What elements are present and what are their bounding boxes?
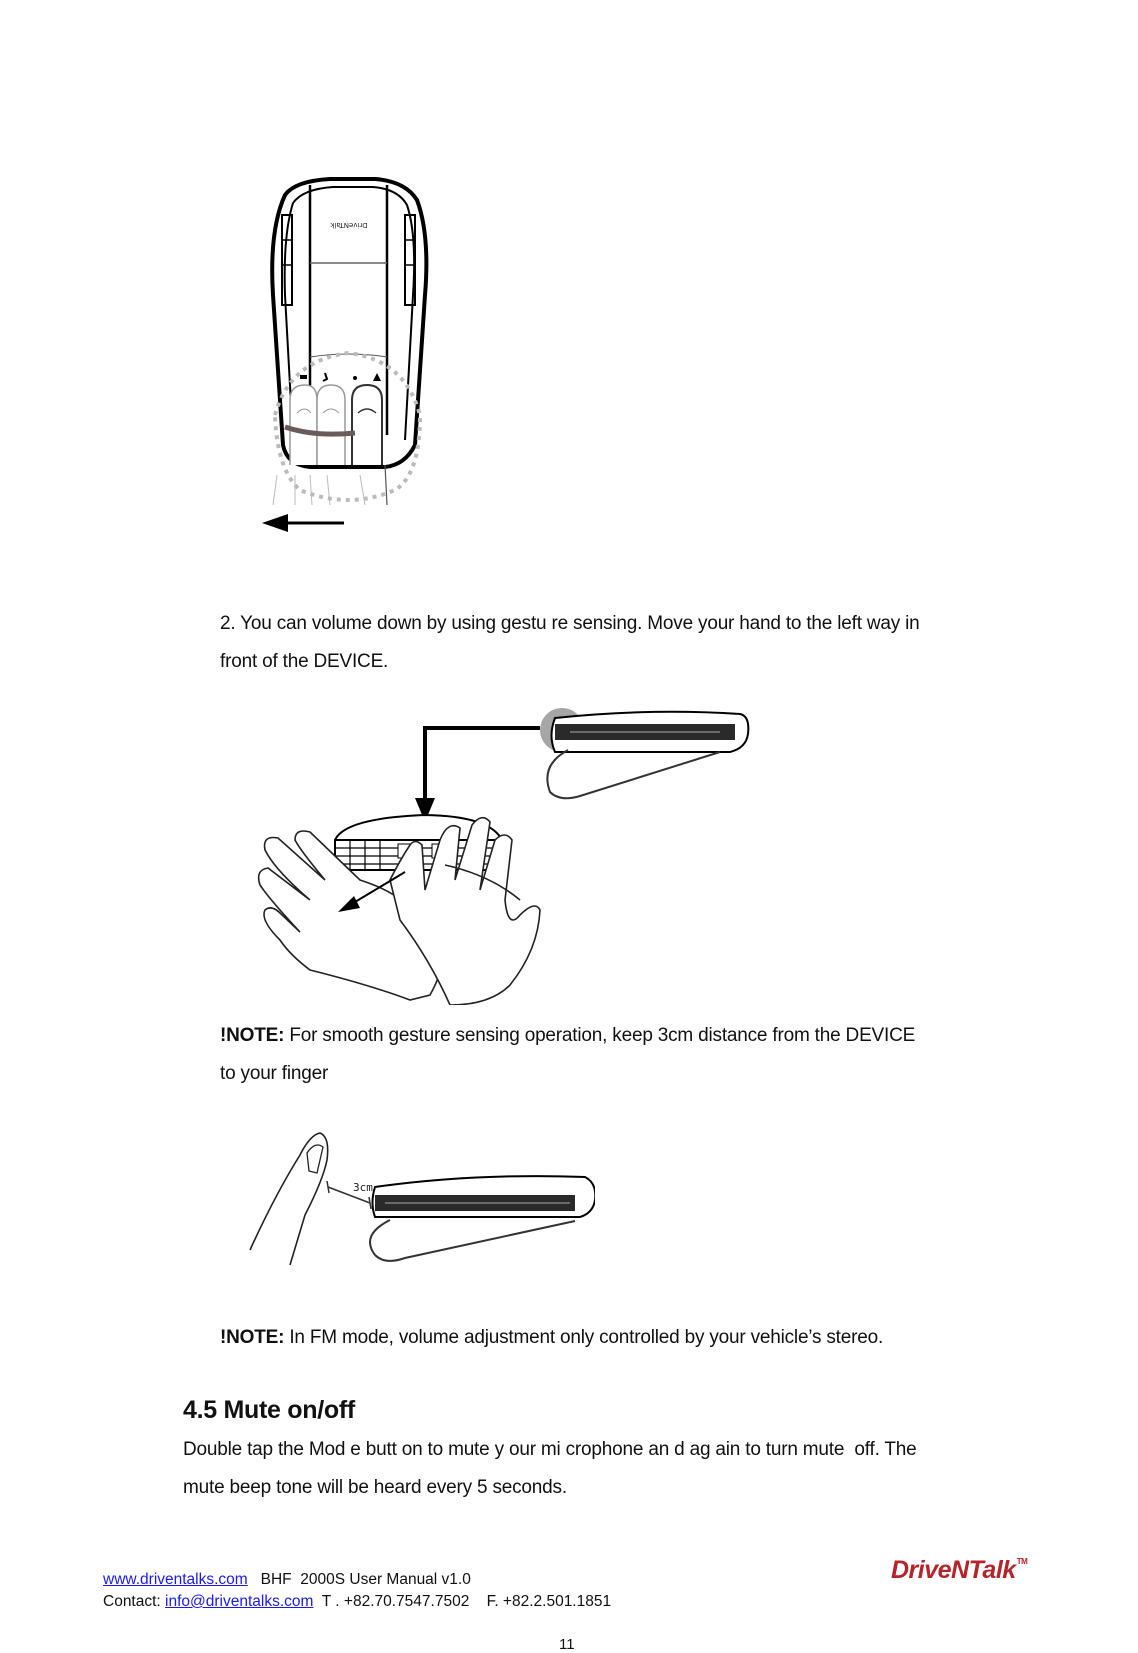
note-label: !NOTE: [220, 1025, 285, 1046]
footer [103, 1569, 863, 1613]
distance-label: 3cm [353, 1181, 373, 1194]
section-body-line1: Double tap the Mod e butt on to mute y our mi crophone an d ag ain to turn mute off. The [183, 1439, 917, 1460]
logo-text: DriveNTalk [891, 1556, 1016, 1584]
svg-text:DriveNTalk: DriveNTalk [330, 221, 368, 229]
contact-label: Contact: [103, 1593, 161, 1610]
finger-distance-illustration [245, 1125, 595, 1265]
arrow-left-icon [262, 513, 346, 533]
email-link[interactable]: info@driventalks.com [165, 1593, 314, 1610]
driventalk-logo [891, 1556, 1027, 1585]
note-3cm-distance [220, 1017, 1050, 1093]
step2-line2: front of the DEVICE. [220, 651, 389, 672]
manual-title: BHF 2000S User Manual v1.0 [260, 1571, 471, 1588]
note-text-line2: to your finger [220, 1063, 329, 1084]
step2-line1: 2. You can volume down by using gestu re sensing. Move your hand to the left way in [220, 613, 920, 634]
page-number: 11 [559, 1636, 575, 1653]
trademark-mark: TM [1016, 1557, 1028, 1566]
section-body [183, 1431, 1053, 1507]
section-body-line2: mute beep tone will be heard every 5 seconds. [183, 1477, 567, 1498]
note-label: !NOTE: [220, 1327, 285, 1348]
step2-paragraph [220, 605, 1050, 681]
website-link[interactable]: www.driventalks.com [103, 1571, 248, 1588]
device-front-gesture-illustration [255, 175, 440, 545]
phone-number: T . +82.70.7547.7502 [321, 1593, 470, 1610]
hand-sweep-illustration [250, 700, 755, 1005]
note-text-line1: For smooth gesture sensing operation, keep 3cm distance from the DEVICE [284, 1025, 916, 1046]
note-fm-mode [220, 1319, 1050, 1357]
note-text: In FM mode, volume adjustment only controlled by your vehicle’s stereo. [284, 1327, 884, 1348]
section-heading: 4.5 Mute on/off [183, 1396, 355, 1424]
fax-number: F. +82.2.501.1851 [486, 1593, 612, 1610]
